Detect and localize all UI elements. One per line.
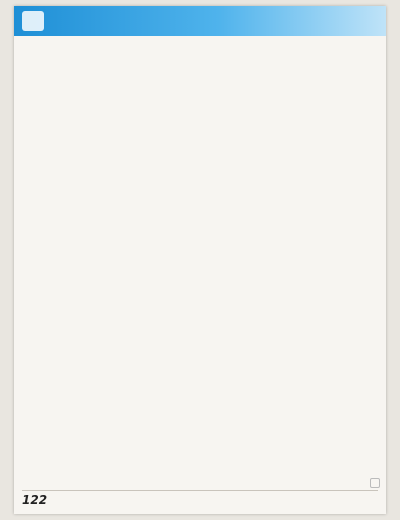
paragraph <box>143 42 256 50</box>
paragraph <box>143 120 256 128</box>
paragraph <box>143 148 256 156</box>
header-band <box>14 6 386 36</box>
paragraph <box>22 70 135 78</box>
magazine-page <box>14 6 386 514</box>
column-2 <box>143 42 256 472</box>
paragraph <box>265 84 378 92</box>
paragraph <box>265 70 378 78</box>
paragraph <box>143 134 256 142</box>
corner-mark-icon <box>370 478 380 488</box>
paragraph <box>143 70 256 78</box>
column-3 <box>265 42 378 472</box>
paragraph <box>265 56 378 64</box>
page-footer <box>22 490 378 508</box>
article-headline <box>143 84 256 112</box>
paragraph <box>22 84 135 92</box>
text-columns <box>22 42 378 472</box>
paragraph <box>22 42 135 50</box>
paragraph <box>143 56 256 64</box>
paragraph <box>265 42 378 50</box>
paragraph <box>22 98 135 106</box>
page-number: 122 <box>22 492 48 507</box>
header-logo-icon <box>22 11 44 31</box>
paragraph <box>22 56 135 64</box>
column-1 <box>22 42 135 472</box>
